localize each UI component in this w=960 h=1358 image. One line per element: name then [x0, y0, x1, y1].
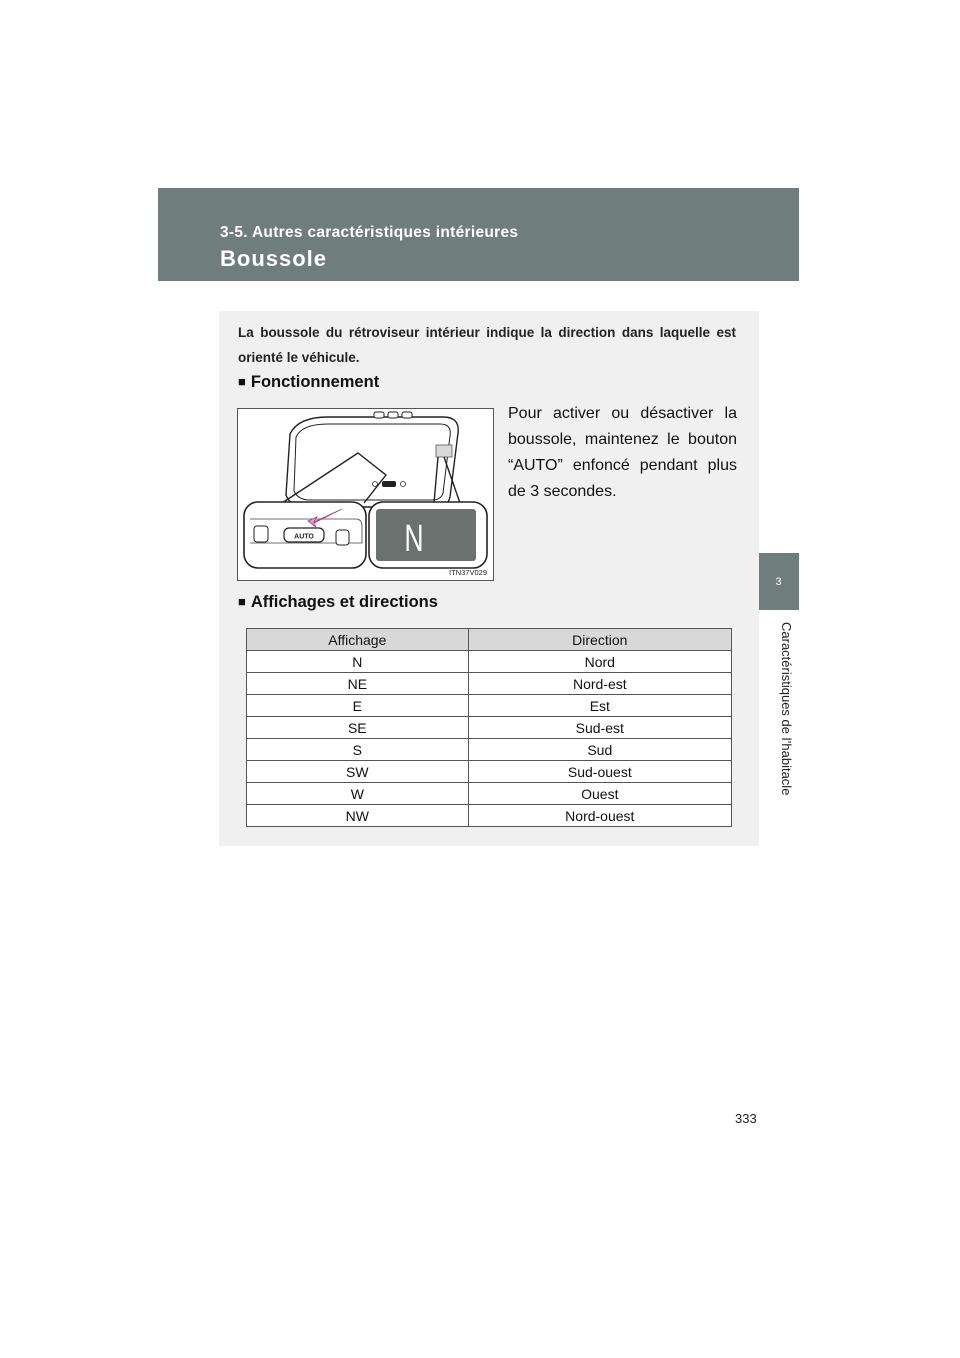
instructions-text: Pour activer ou désactiver la boussole, maintenez le bouton “AUTO” enfoncé pendant plus de 3 secondes. [508, 405, 737, 500]
subheading-affichages [238, 593, 438, 612]
square-bullet-icon: ■ [238, 374, 246, 389]
table-row [247, 695, 732, 717]
display-cell: N [247, 651, 469, 673]
header-affichage: Affichage [247, 629, 469, 651]
display-cell: NW [247, 805, 469, 827]
table-header-row [247, 629, 732, 651]
subheading-label: Fonctionnement [250, 373, 380, 391]
header-band [158, 188, 799, 281]
table-row [247, 805, 732, 827]
display-cell: NE [247, 673, 469, 695]
chapter-number: 3 [775, 575, 782, 588]
direction-cell: Nord [468, 651, 731, 673]
page-title: Boussole [220, 246, 328, 271]
page-number: 333 [735, 1111, 757, 1126]
display-cell: E [247, 695, 469, 717]
direction-cell: Ouest [468, 783, 731, 805]
table-row [247, 651, 732, 673]
direction-cell: Sud [468, 739, 731, 761]
table-row [247, 739, 732, 761]
table-row [247, 673, 732, 695]
chapter-tab[interactable] [758, 553, 799, 610]
mirror-drawing [238, 409, 493, 580]
figure-code: ITN37V029 [449, 568, 487, 577]
content-box [219, 311, 759, 846]
table-row [247, 783, 732, 805]
header-direction: Direction [468, 629, 731, 651]
table-row [247, 717, 732, 739]
display-cell: SE [247, 717, 469, 739]
subheading-label: Affichages et directions [250, 593, 438, 611]
compass-display-letter: N [404, 516, 424, 560]
auto-button-label: AUTO [294, 533, 314, 541]
mirror-illustration [237, 408, 494, 581]
display-cell: S [247, 739, 469, 761]
chapter-side-label: Caractéristiques de l’habitacle [779, 622, 794, 796]
subheading-fonctionnement [238, 373, 379, 392]
display-cell: SW [247, 761, 469, 783]
directions-table [246, 628, 732, 827]
direction-cell: Nord-est [468, 673, 731, 695]
direction-cell: Nord-ouest [468, 805, 731, 827]
direction-cell: Sud-est [468, 717, 731, 739]
section-label: 3-5. Autres caractéristiques intérieures [220, 224, 519, 241]
intro-text: La boussole du rétroviseur intérieur indique la direction dans laquelle est orienté le véhicule. [238, 325, 736, 365]
table-row [247, 761, 732, 783]
direction-cell: Sud-ouest [468, 761, 731, 783]
square-bullet-icon: ■ [238, 594, 246, 609]
direction-cell: Est [468, 695, 731, 717]
display-cell: W [247, 783, 469, 805]
